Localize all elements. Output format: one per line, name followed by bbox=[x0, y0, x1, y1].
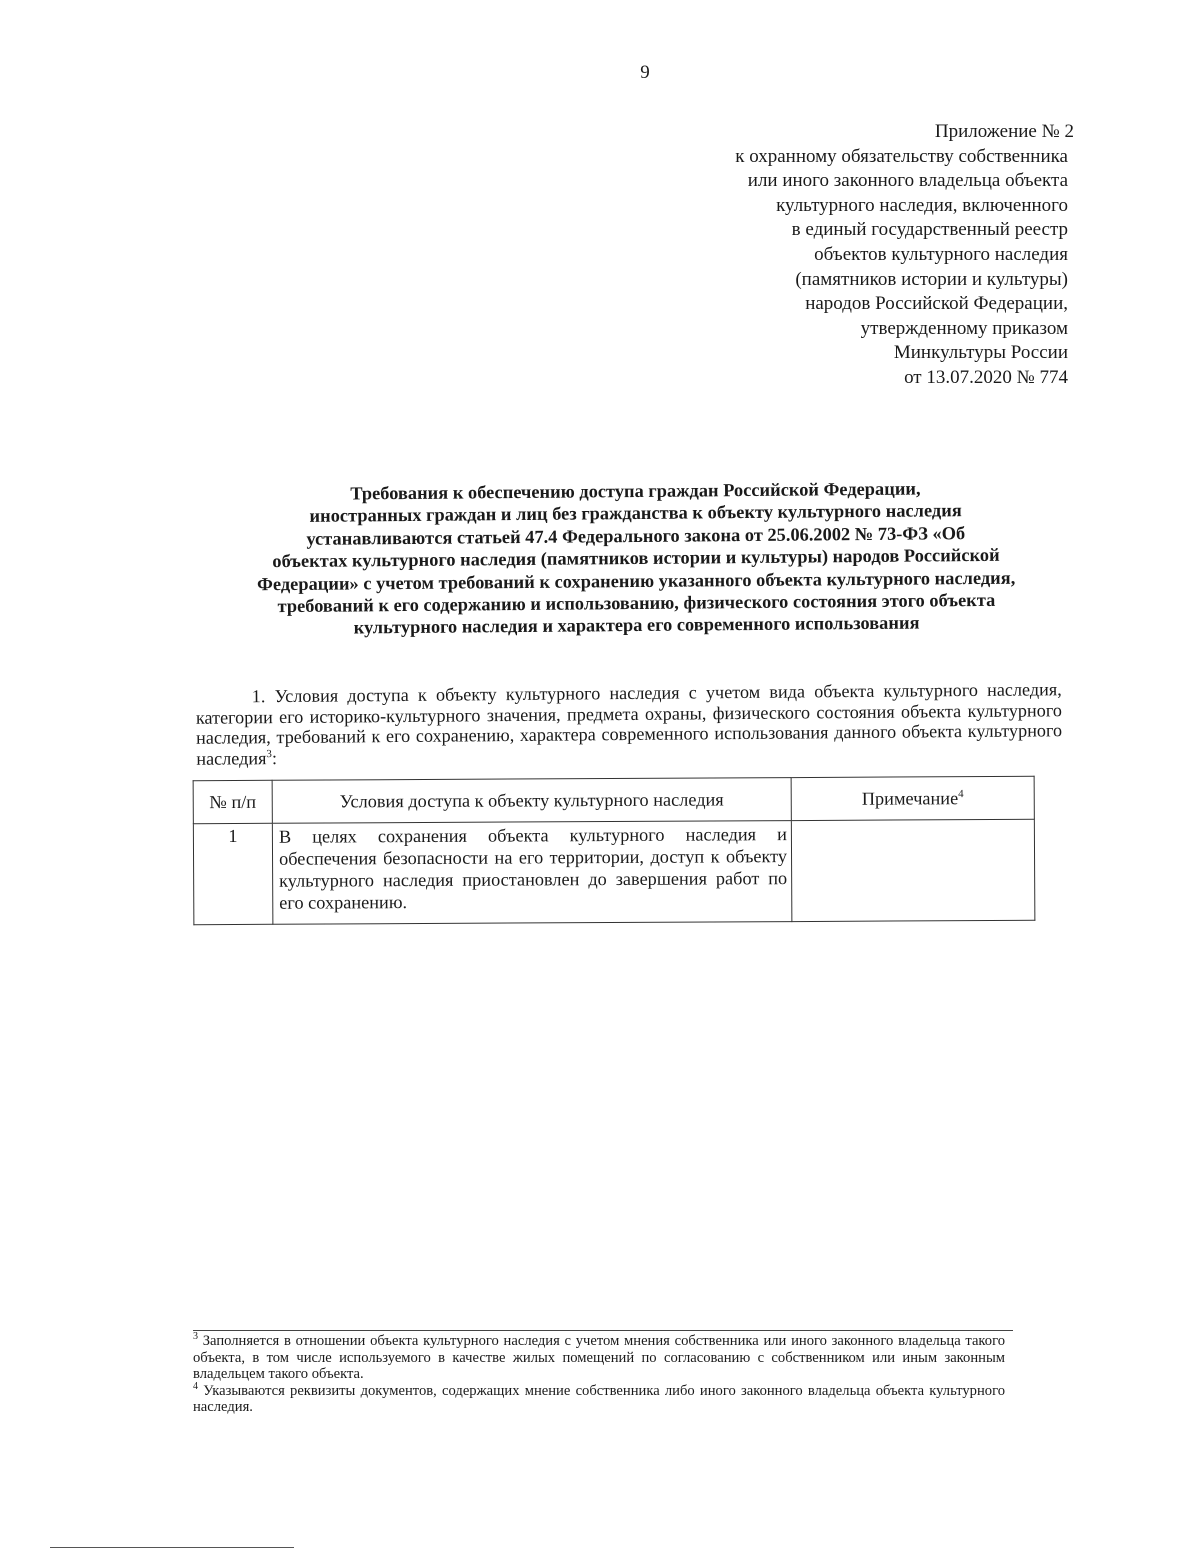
appendix-line: утвержденному приказом bbox=[860, 317, 1068, 339]
footnote-text: Указываются реквизиты документов, содержащих мнение собственника либо иного законного владельца объекта культурного наследия. bbox=[193, 1382, 1005, 1416]
appendix-reference bbox=[648, 120, 1074, 391]
footnote-ref: 4 bbox=[958, 787, 964, 800]
footnote-text: Заполняется в отношении объекта культурного наследия с учетом мнения собственника или иного законного владельца такого объекта, в том числе используемого в качестве жилых помещений по согласованию с собственником или иным законным владельцем такого объекта. bbox=[193, 1333, 1005, 1383]
table-header-row bbox=[193, 776, 1034, 823]
appendix-line: Приложение № 2 bbox=[934, 121, 1074, 142]
heading-line: объектах культурного наследия (памятников истории и культуры) народов Российской bbox=[272, 545, 1000, 572]
footnote-number: 3 bbox=[193, 1331, 198, 1343]
scan-artifact-line bbox=[50, 1547, 294, 1548]
appendix-line: объектов культурного наследия bbox=[814, 243, 1068, 265]
header-num: № п/п bbox=[193, 780, 272, 823]
appendix-line: народов Российской Федерации, bbox=[805, 293, 1068, 315]
access-conditions-table bbox=[193, 776, 1036, 925]
heading-line: Федерации» с учетом требований к сохранению указанного объекта культурного наследия, bbox=[257, 567, 1016, 594]
appendix-line: в единый государственный реестр bbox=[791, 219, 1068, 241]
heading-line: культурного наследия и характера его современного использования bbox=[353, 612, 920, 638]
footnote-ref: 3 bbox=[266, 747, 272, 760]
heading-line: требований к его содержанию и использованию, физического состояния этого объекта bbox=[277, 589, 996, 617]
page-number: 9 bbox=[640, 62, 650, 83]
body-paragraph bbox=[196, 679, 1063, 769]
heading-line: устанавливаются статьей 47.4 Федерального закона от 25.06.2002 № 73-ФЗ «Об bbox=[306, 522, 966, 549]
row-conditions: В целях сохранения объекта культурного наследия и обеспечения безопасности на его территории, доступ к объекту культурного наследия приостановлен до завершения работ по его сохранению. bbox=[272, 821, 792, 925]
header-conditions: Условия доступа к объекту культурного наследия bbox=[272, 778, 791, 824]
heading-line: Требования к обеспечению доступа граждан Российской Федерации, bbox=[350, 478, 921, 504]
paragraph-text: 1. Условия доступа к объекту культурного наследия с учетом вида объекта культурного наследия, категории его историко-культурного значения, предмета охраны, физического состояния объекта культурного наследия, требований к его сохранению, характера современного использования данного объекта культурного наследия bbox=[195, 679, 1063, 769]
appendix-line: Минкультуры России bbox=[893, 342, 1068, 364]
header-note-label: Примечание bbox=[861, 787, 959, 809]
footnotes bbox=[193, 1333, 1005, 1416]
access-conditions-table-wrap bbox=[193, 776, 1036, 925]
table-row bbox=[193, 819, 1035, 924]
row-note bbox=[791, 819, 1035, 921]
footnote bbox=[193, 1380, 1005, 1416]
heading-line: иностранных граждан и лиц без гражданства к объекту культурного наследия bbox=[309, 500, 962, 527]
row-num: 1 bbox=[193, 823, 273, 924]
appendix-line: культурного наследия, включенного bbox=[776, 194, 1068, 216]
appendix-line: от 13.07.2020 № 774 bbox=[904, 366, 1068, 388]
header-note bbox=[791, 776, 1034, 820]
appendix-line: к охранному обязательству собственника bbox=[735, 145, 1068, 167]
appendix-line: или иного законного владельца объекта bbox=[747, 170, 1068, 192]
footnote bbox=[193, 1333, 1005, 1383]
footnote-separator bbox=[193, 1330, 1013, 1331]
document-heading bbox=[195, 476, 1076, 641]
appendix-line: (памятников истории и культуры) bbox=[795, 268, 1068, 290]
paragraph-suffix: : bbox=[271, 747, 278, 768]
footnote-number: 4 bbox=[193, 1380, 198, 1392]
